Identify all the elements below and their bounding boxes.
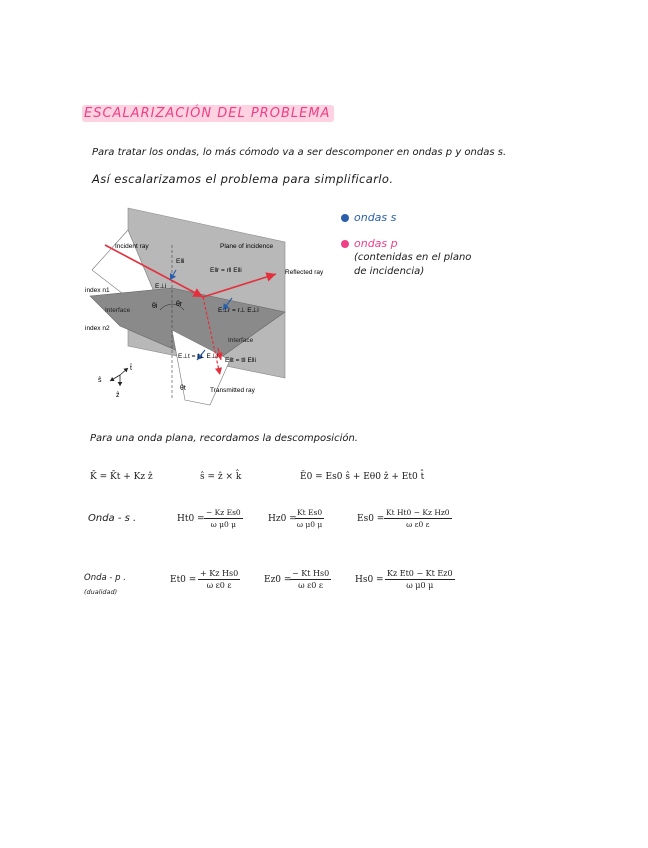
eq-eso-den: ω ε0 ε xyxy=(406,520,430,529)
label-theta-t: θt xyxy=(180,385,186,392)
legend-ondas-p: ondas p xyxy=(354,237,398,250)
label-index-n2: index n2 xyxy=(85,325,110,332)
eq-ezo-den: ω ε0 ε xyxy=(298,581,324,590)
axis-s-label: ŝ xyxy=(98,377,102,384)
eq-hto-num: − Kz Es0 xyxy=(206,508,241,517)
eq-hzo-fraction xyxy=(295,508,324,529)
eq-hzo-lhs: Hz0 = xyxy=(268,514,297,524)
eq-eto-den: ω ε0 ε xyxy=(206,581,232,590)
label-interface-1: Interface xyxy=(105,307,131,314)
onda-p-label: Onda - p . xyxy=(84,573,126,583)
intro-line-1: Para tratar los ondas, lo más cómodo va a ser descomponer en ondas p y ondas s. xyxy=(92,147,507,158)
legend-ondas-s: ondas s xyxy=(354,211,397,224)
eq-ezo-lhs: Ez0 = xyxy=(264,575,292,585)
eq-hzo-den: ω μ0 μ xyxy=(296,520,323,529)
eq-hto-fraction xyxy=(204,508,243,529)
eq-hso-lhs: Hs0 = xyxy=(355,575,384,585)
label-plane-incidence: Plane of incidence xyxy=(220,243,274,250)
label-transmitted-ray: Transmitted ray xyxy=(210,387,255,394)
bullet-p-icon xyxy=(341,240,349,248)
eq-hzo-num: Kt Es0 xyxy=(297,508,323,517)
label-theta-r: θr xyxy=(176,301,183,308)
legend-p-note: (contenidas en el plano de incidencia) xyxy=(354,252,472,277)
eq-k-vector: K̄ = K̄t + Kz ẑ xyxy=(90,472,153,482)
eq-hto-den: ω μ0 μ xyxy=(210,520,237,529)
label-e-perp-r: E⊥r = r⊥ E⊥i xyxy=(218,307,259,314)
eq-hso-fraction xyxy=(385,569,455,590)
eq-eso-fraction xyxy=(384,508,452,529)
eq-hto-lhs: Ht0 = xyxy=(177,514,205,524)
eq-eto-lhs: Et0 = xyxy=(170,575,197,585)
intro-line-2: Así escalarizamos el problema para simplificarlo. xyxy=(92,172,394,186)
label-reflected-ray: Reflected ray xyxy=(285,269,324,276)
onda-s-label: Onda - s . xyxy=(88,513,137,524)
label-e-par-r: E‖r = r‖ E‖i xyxy=(210,267,242,274)
decomposition-intro: Para una onda plana, recordamos la descomposición. xyxy=(90,433,358,444)
label-e-par-t: E‖t = t‖ E‖i xyxy=(225,357,256,364)
axis-t-label: t̂ xyxy=(130,365,132,372)
section-title: ESCALARIZACIÓN DEL PROBLEMA xyxy=(82,105,334,122)
label-e-perp-i: E⊥i xyxy=(155,283,167,290)
bullet-s-icon xyxy=(341,214,349,222)
label-incident-ray: Incident ray xyxy=(115,243,149,250)
label-index-n1: index n1 xyxy=(85,287,110,294)
eq-hso-den: ω μ0 μ xyxy=(406,581,434,590)
eq-eso-lhs: Es0 = xyxy=(357,514,385,524)
eq-e0-vector: Ē0 = Es0 ŝ + Eθ0 ẑ + Et0 t̂ xyxy=(300,472,425,482)
onda-p-sub: (dualidad) xyxy=(84,588,118,596)
eq-ezo-fraction xyxy=(290,569,331,590)
axis-z-label: ẑ xyxy=(116,392,120,399)
eq-ezo-num: − Kt Hs0 xyxy=(292,569,330,578)
fresnel-diagram xyxy=(80,200,325,410)
eq-eto-num: + Kz Hs0 xyxy=(200,569,239,578)
eq-s-hat: ŝ = ẑ × k̂ xyxy=(200,472,242,482)
label-e-par-i: E‖i xyxy=(176,258,185,265)
eq-hso-num: Kz Et0 − Kt Ez0 xyxy=(387,569,453,578)
label-interface-2: Interface xyxy=(228,337,254,344)
label-e-perp-t: E⊥t = t⊥ E⊥i xyxy=(178,353,218,360)
eq-eso-num: Kt Ht0 − Kz Hz0 xyxy=(386,508,450,517)
label-theta-i: θi xyxy=(152,303,158,310)
eq-eto-fraction xyxy=(198,569,240,590)
